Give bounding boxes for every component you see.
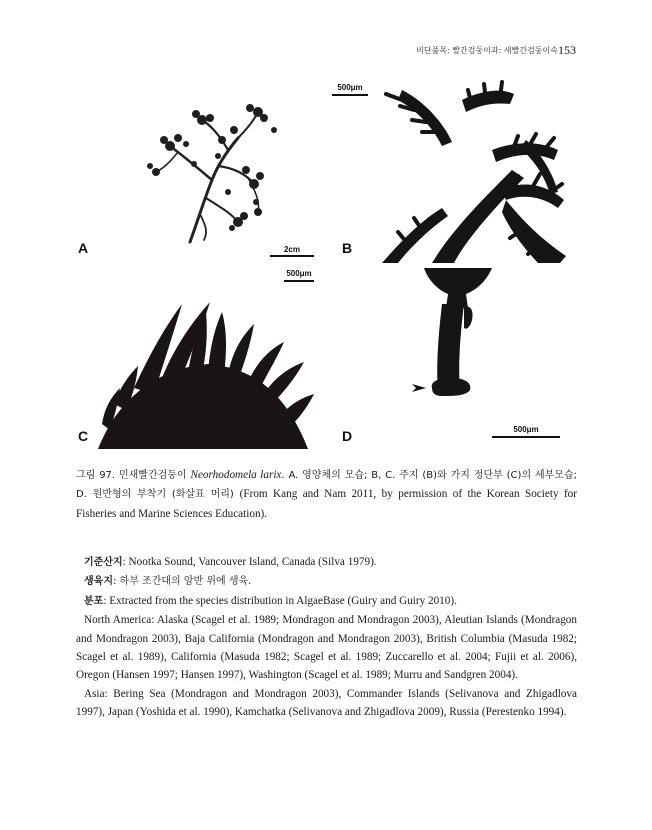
page-header — [0, 44, 652, 58]
caption-species: Neorhodomela larix — [190, 469, 282, 481]
distribution-asia: Asia: Bering Sea (Mondragon and Mondragon 2003), Commander Islands (Selivanova and Zhigadlova 1997), Japan (Yoshida et al. 1990), Kamchatka (Selivanova and Zhigadlova 2009), Russia (Perestenko 1994). — [76, 687, 577, 719]
scale-label-c: 500μm — [286, 269, 312, 278]
distribution-north-america: North America: Alaska (Scagel et al. 1989; Mondragon and Mondragon 2003), Aleutian Islands (Mondragon and Mondragon 2003), Baja California (Mondragon and Mondragon 2003), British Columbia (Masuda 1982; Scagel et al. 1989), California (Masuda 1982; Scagel et al. 1989; Zuccarello et al. 2004; Fujii et al. 2006), Oregon (Hansen 1997; Hansen 1997), Washington (Scagel et al. 1989; Murru and Sandgren 2004). — [76, 614, 577, 682]
figure-caption — [76, 466, 577, 523]
scale-bar-a — [270, 255, 314, 257]
arrowhead-icon — [412, 384, 426, 392]
figure-panel-c — [78, 268, 338, 449]
species-details — [76, 553, 577, 722]
panel-label-d: D — [342, 428, 353, 444]
distribution-intro: : Extracted from the species distribution in AlgaeBase (Guiry and Guiry 2010). — [103, 594, 457, 607]
scale-bar-d — [492, 436, 560, 438]
branch-apex-photo — [78, 268, 338, 449]
type-locality-value: : Nootka Sound, Vancouver Island, Canada (Silva 1979). — [122, 556, 377, 568]
caption-description: . A. 영양체의 모습; B, C. 주지 (B)와 가지 정단부 (C)의 세부모습; D. 원반형의 부착기 (화살표 머리) — [76, 470, 577, 501]
scale-bar-b — [332, 94, 368, 96]
caption-prefix: 그림 97. 민새빨간검둥이 — [76, 470, 191, 481]
running-title: 비단풀목: 빨간검둥이과: 새빨간검둥이속 — [416, 46, 558, 55]
holdfast-photo — [342, 268, 574, 449]
type-locality-line — [76, 553, 577, 572]
habitat-value: : 하부 조간대의 암반 위에 생육. — [112, 576, 252, 588]
habitat-line — [76, 572, 577, 591]
figure-panel-d — [342, 268, 574, 449]
thallus-photo — [78, 80, 338, 263]
panel-label-b: B — [342, 240, 353, 256]
habitat-label: 생육지 — [84, 576, 113, 588]
scale-label-d: 500μm — [513, 425, 539, 434]
distribution-label: 분포 — [84, 595, 104, 607]
figure-panel-a — [78, 80, 338, 263]
type-locality-label: 기준산지 — [84, 557, 123, 568]
caption-credit: (From Kang and Nam 2011, by permission of the Korean Society for Fisheries and Marine Sciences Education). — [76, 488, 578, 520]
scale-bar-c — [284, 280, 314, 282]
panel-label-c: C — [78, 428, 89, 444]
main-axis-photo — [342, 80, 574, 263]
panel-label-a: A — [78, 240, 89, 256]
page-number: 153 — [558, 43, 576, 57]
distribution-line — [76, 592, 577, 611]
scale-label-a: 2cm — [283, 245, 300, 254]
figure-panel-b — [337, 80, 574, 263]
scale-label-b: 500μm — [337, 83, 363, 92]
